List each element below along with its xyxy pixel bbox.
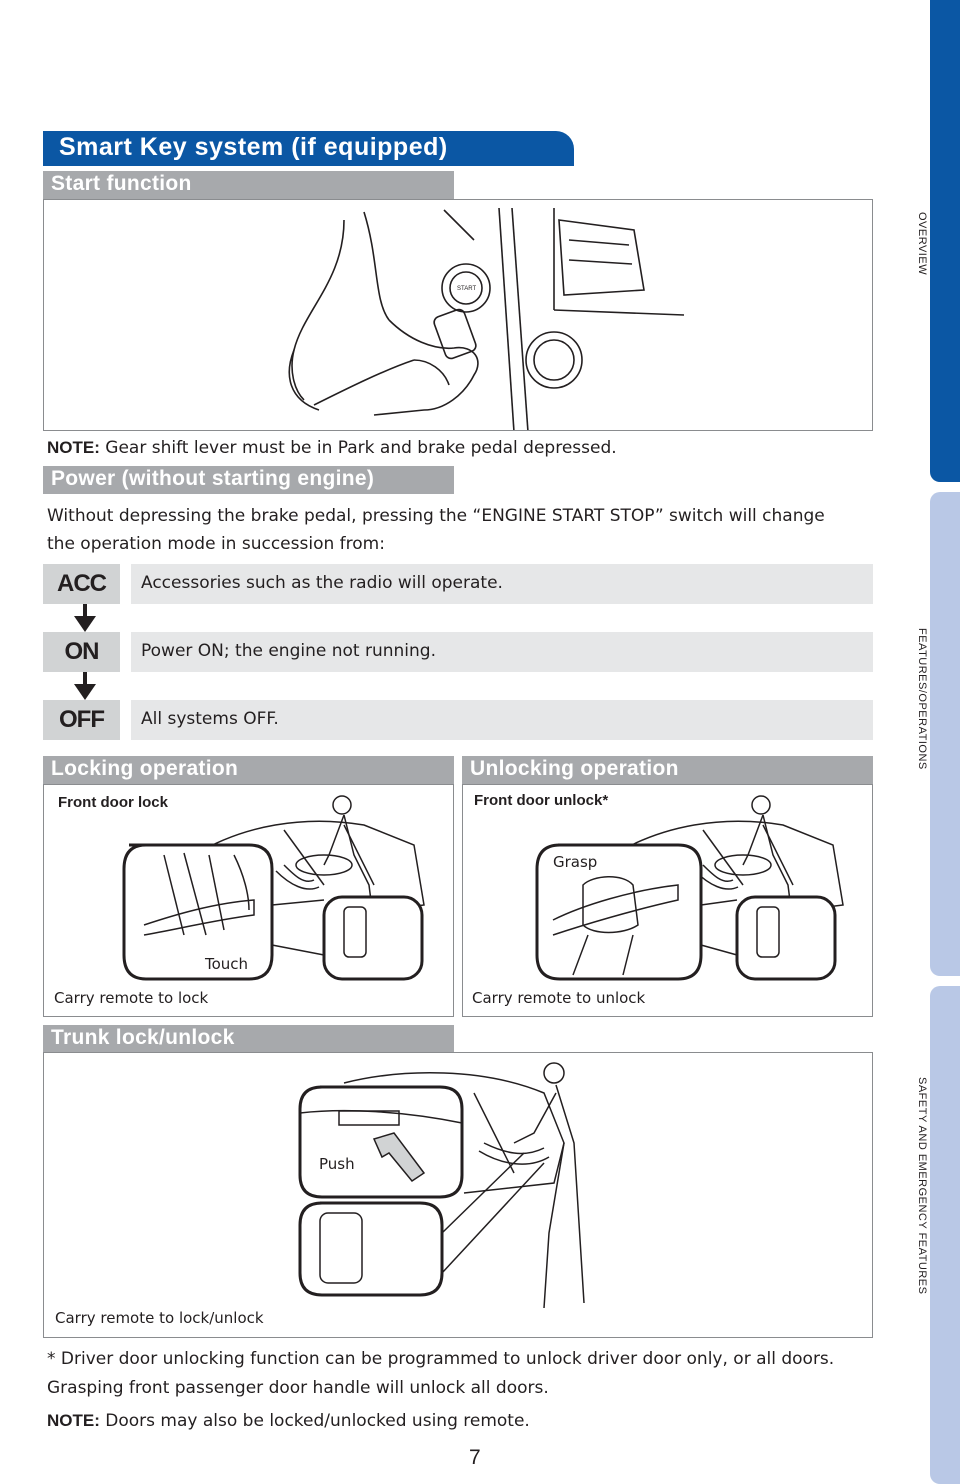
unlocking-subhead: Front door unlock* <box>474 792 609 809</box>
section-start-function: Start function <box>43 171 454 199</box>
locking-caption: Carry remote to lock <box>54 989 209 1007</box>
bottom-note <box>47 1411 530 1431</box>
locking-callout-touch: Touch <box>205 955 249 973</box>
page-number: 7 <box>469 1446 481 1469</box>
page-title: Smart Key system (if equipped) <box>43 131 574 166</box>
trunk-callout-push: Push <box>319 1155 355 1173</box>
section-locking: Locking operation <box>43 756 454 784</box>
unlocking-callout-grasp: Grasp <box>553 853 598 871</box>
trunk-caption: Carry remote to lock/unlock <box>55 1309 264 1327</box>
arrow-down-icon <box>74 604 96 632</box>
locking-illustration <box>43 784 454 1017</box>
tab-features-operations[interactable] <box>930 492 960 976</box>
mode-badge-acc: ACC <box>43 564 120 604</box>
locking-illustration-svg <box>44 785 454 1017</box>
section-unlocking: Unlocking operation <box>462 756 873 784</box>
side-label-overview: OVERVIEW <box>916 212 928 276</box>
mode-badge-off: OFF <box>43 700 120 740</box>
bottom-note-text: Doors may also be locked/unlocked using remote. <box>99 1411 530 1431</box>
start-note <box>47 438 617 458</box>
power-description: Without depressing the brake pedal, pressing the “ENGINE START STOP” switch will change the operation mode in succession from: <box>47 506 825 554</box>
unlocking-illustration <box>462 784 873 1017</box>
footnote: * Driver door unlocking function can be programmed to unlock driver door only, or all doors. Grasping front passenger door handle will unlock all doors. <box>47 1349 835 1398</box>
section-power: Power (without starting engine) <box>43 466 454 494</box>
unlocking-caption: Carry remote to unlock <box>472 989 646 1007</box>
side-label-safety: SAFETY AND EMERGENCY FEATURES <box>916 1077 928 1295</box>
section-trunk: Trunk lock/unlock <box>43 1025 454 1053</box>
arrow-down-icon <box>74 672 96 700</box>
trunk-illustration-svg <box>44 1053 873 1338</box>
start-note-text: Gear shift lever must be in Park and brake pedal depressed. <box>99 438 617 458</box>
mode-desc-off: All systems OFF. <box>131 700 873 740</box>
unlocking-illustration-svg <box>463 785 873 1017</box>
start-illustration-svg <box>44 200 873 431</box>
locking-subhead: Front door lock <box>58 794 168 811</box>
side-label-features: FEATURES/OPERATIONS <box>916 628 928 770</box>
start-function-illustration <box>43 199 873 431</box>
trunk-illustration <box>43 1052 873 1338</box>
mode-desc-acc: Accessories such as the radio will operate. <box>131 564 873 604</box>
tab-safety-emergency[interactable] <box>930 986 960 1484</box>
svg-text:START: START <box>457 286 477 292</box>
bottom-note-label: NOTE: <box>47 1411 100 1430</box>
start-note-label: NOTE: <box>47 438 100 457</box>
mode-badge-on: ON <box>43 632 120 672</box>
mode-desc-on: Power ON; the engine not running. <box>131 632 873 672</box>
tab-overview[interactable] <box>930 0 960 482</box>
